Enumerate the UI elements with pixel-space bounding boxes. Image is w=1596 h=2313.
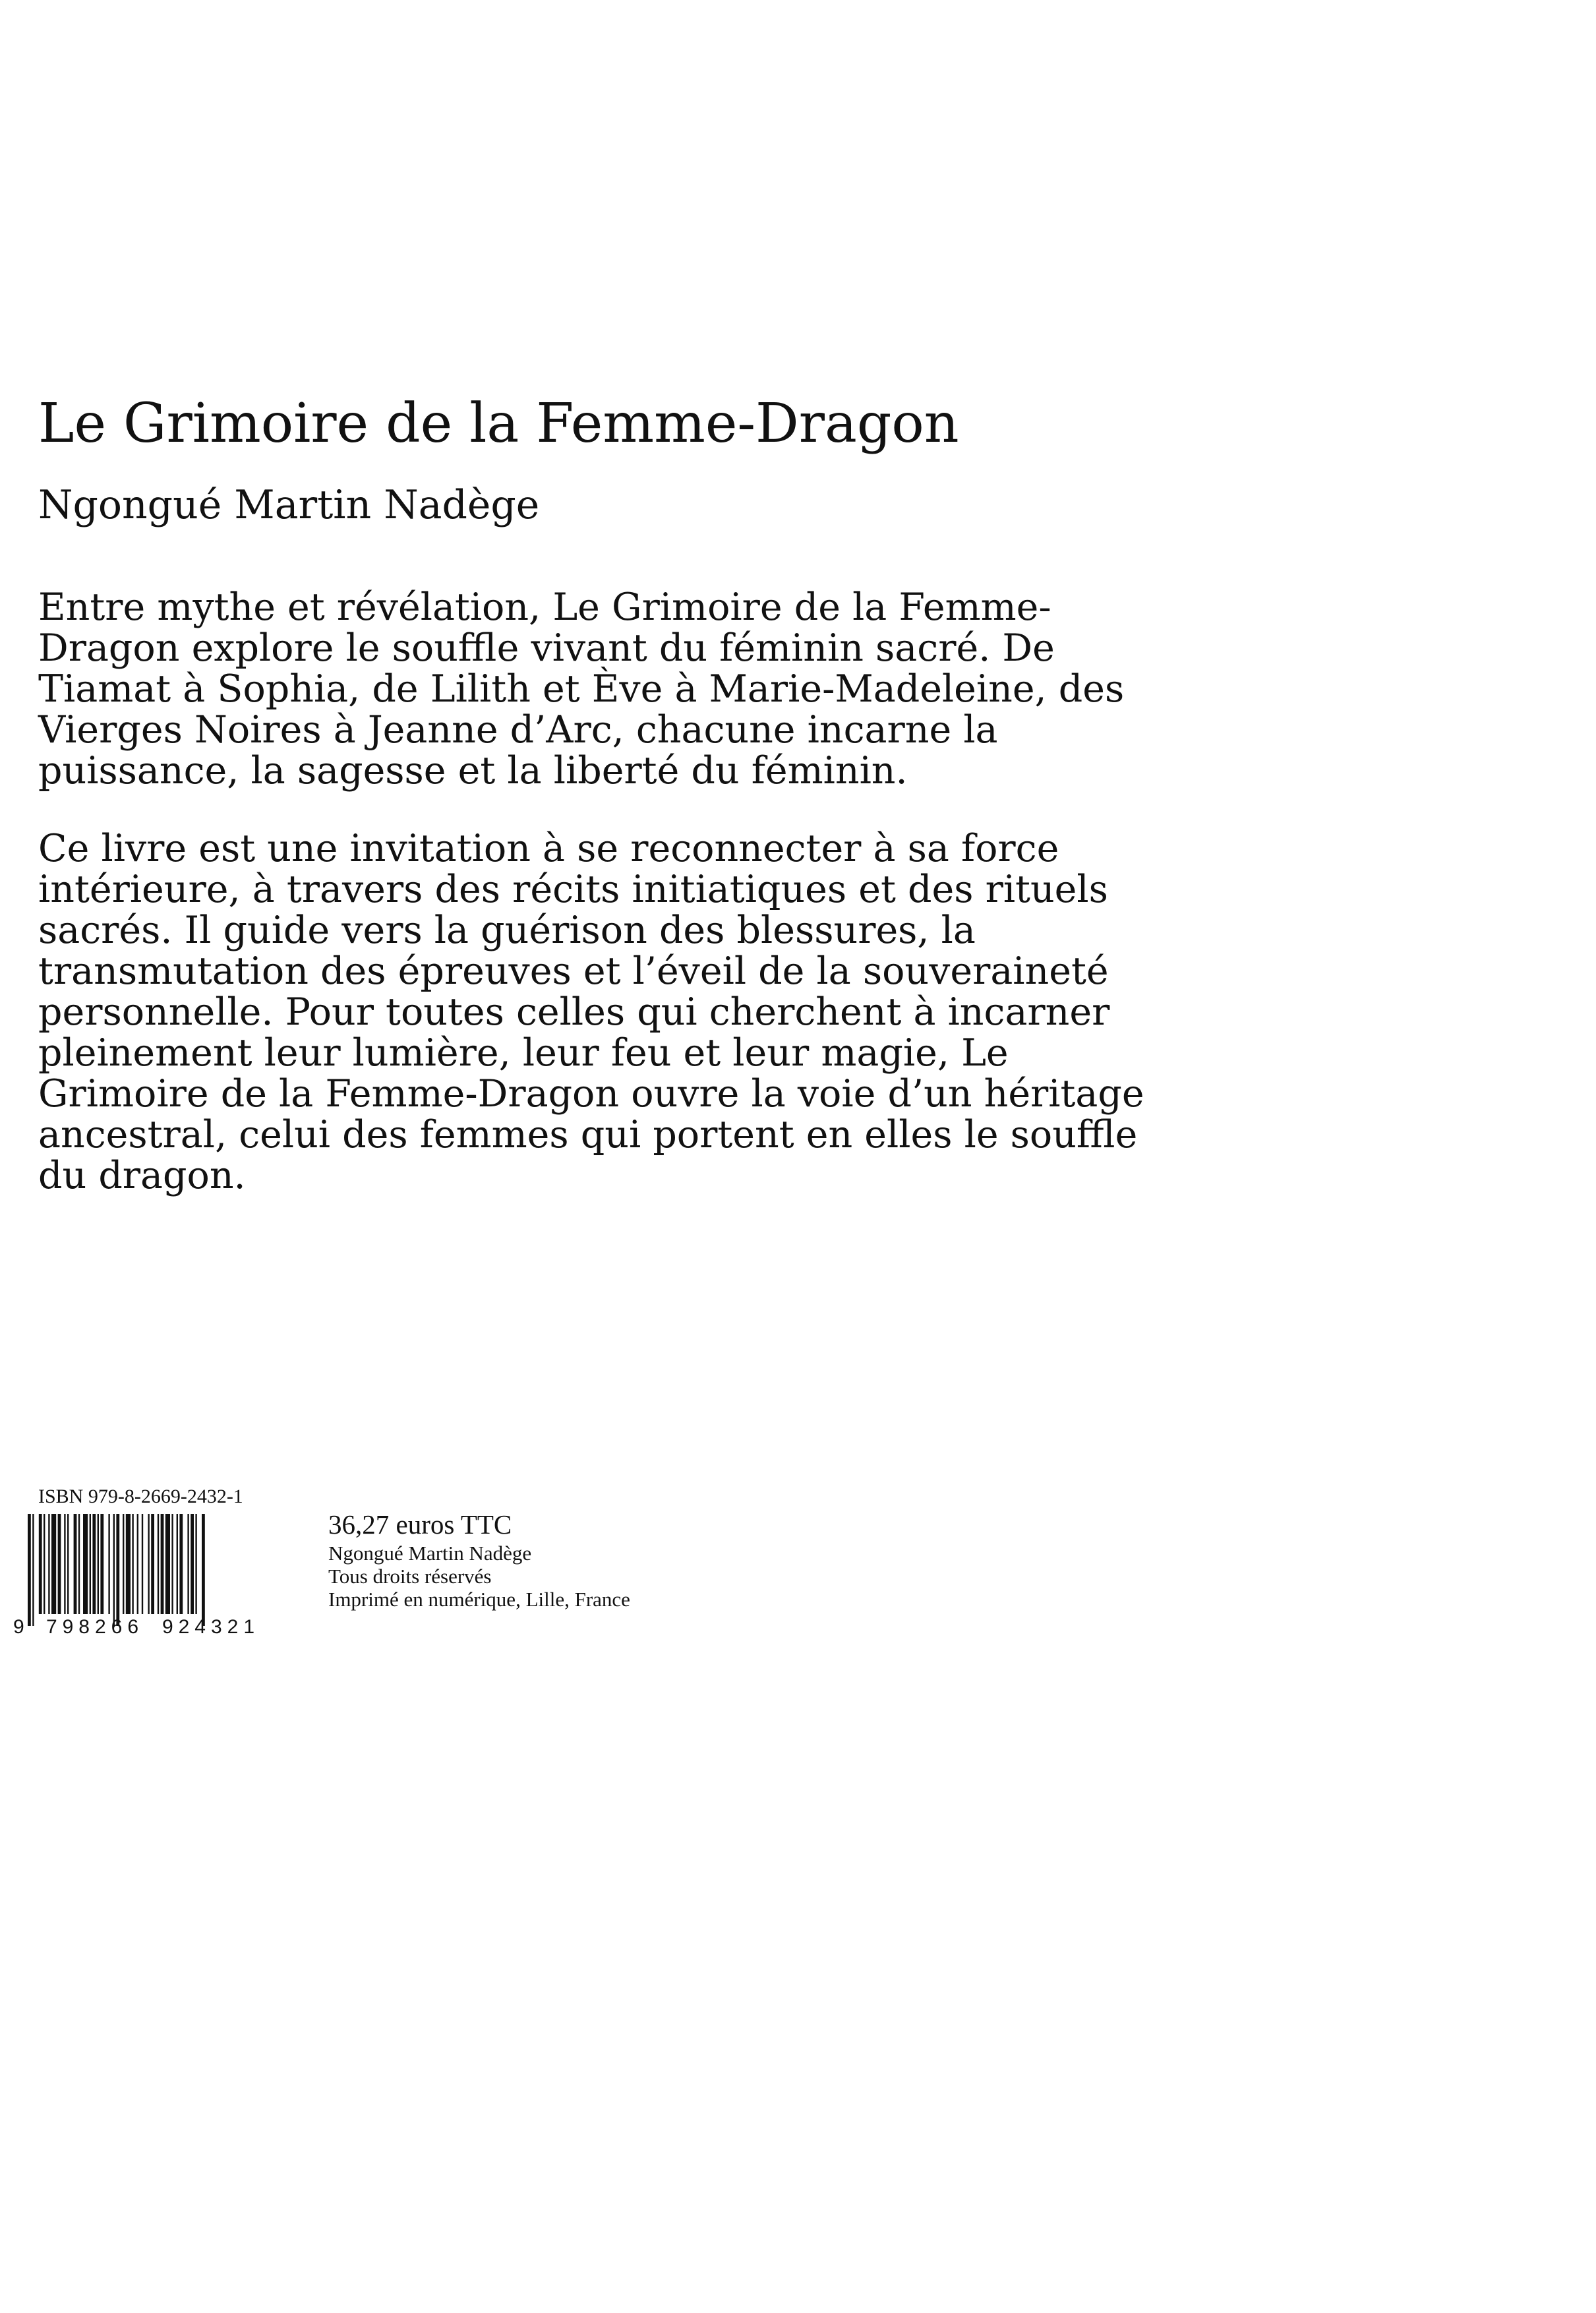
barcode-lead-digit: 9 (13, 1616, 24, 1637)
barcode-bar (98, 1514, 99, 1614)
barcode-bar (161, 1514, 164, 1614)
barcode-bar (108, 1514, 109, 1614)
description-line: Entre mythe et révélation, Le Grimoire de la Femme- (38, 586, 1051, 629)
barcode-bar (132, 1514, 133, 1614)
barcode-bar (28, 1514, 31, 1626)
barcode-bar (126, 1514, 131, 1614)
barcode-bar (48, 1514, 49, 1614)
barcode-bar (83, 1514, 88, 1614)
barcode-bar (116, 1514, 119, 1626)
barcode-bar (123, 1514, 124, 1614)
imprint-author: Ngongué Martin Nadège (328, 1542, 532, 1565)
barcode-bar (179, 1514, 183, 1614)
barcode-bar (202, 1514, 205, 1626)
barcode-bar (191, 1514, 194, 1614)
isbn-label: ISBN 979-8-2669-2432-1 (38, 1486, 243, 1507)
barcode-bar (165, 1514, 170, 1614)
price-label: 36,27 euros TTC (328, 1509, 512, 1540)
description-line: Ce livre est une invitation à se reconnecter à sa force (38, 827, 1059, 870)
barcode-bar (195, 1514, 196, 1614)
barcode-bar (171, 1514, 173, 1614)
barcode-bars (28, 1514, 205, 1626)
barcode-bar (90, 1514, 91, 1614)
isbn-barcode (13, 1511, 290, 1637)
description-line: intérieure, à travers des récits initiatiques et des rituels (38, 868, 1108, 911)
barcode-bar (78, 1514, 80, 1614)
description-line: sacrés. Il guide vers la guérison des blessures, la (38, 909, 976, 952)
description-line: Grimoire de la Femme-Dragon ouvre la voie d’un héritage (38, 1072, 1144, 1116)
barcode-bar (151, 1514, 154, 1614)
barcode-bar (113, 1514, 115, 1626)
barcode-bar (177, 1514, 178, 1614)
book-author: Ngongué Martin Nadège (38, 482, 540, 528)
description-line: pleinement leur lumière, leur feu et leur magie, Le (38, 1031, 1009, 1075)
barcode-bar (58, 1514, 61, 1614)
printing-notice: Imprimé en numérique, Lille, France (328, 1588, 630, 1611)
barcode-right-digits: 924321 (162, 1616, 260, 1637)
barcode-bar (158, 1514, 159, 1614)
barcode-bar (92, 1514, 96, 1614)
barcode-bar (44, 1514, 45, 1614)
barcode-bar (74, 1514, 77, 1614)
rights-notice: Tous droits réservés (328, 1565, 492, 1588)
description-line: Vierges Noires à Jeanne d’Arc, chacune incarne la (38, 708, 998, 752)
barcode-bar (67, 1514, 69, 1614)
barcode-bar (32, 1514, 34, 1626)
barcode-bar (137, 1514, 138, 1614)
book-description (38, 587, 1231, 1196)
description-line: personnelle. Pour toutes celles qui cherchent à incarner (38, 990, 1110, 1034)
book-title: Le Grimoire de la Femme-Dragon (38, 392, 959, 455)
barcode-bar (142, 1514, 143, 1614)
description-line: Tiamat à Sophia, de Lilith et Ève à Marie-Madeleine, des (38, 667, 1125, 711)
barcode-left-digits: 798266 (45, 1616, 144, 1637)
description-line: transmutation des épreuves et l’éveil de la souveraineté (38, 949, 1109, 993)
barcode-bar (187, 1514, 189, 1614)
barcode-bar (100, 1514, 103, 1614)
description-line: ancestral, celui des femmes qui portent en elles le souffle (38, 1113, 1138, 1156)
description-paragraph-2 (38, 828, 1231, 1196)
barcode-bar (148, 1514, 149, 1614)
barcode-bar (39, 1514, 42, 1614)
description-paragraph-1 (38, 587, 1231, 791)
description-line: puissance, la sagesse et la liberté du féminin. (38, 749, 908, 793)
barcode-bar (64, 1514, 65, 1614)
description-line: Dragon explore le souffle vivant du féminin sacré. De (38, 626, 1055, 670)
imprint-block (328, 1507, 630, 1611)
barcode-bar (51, 1514, 56, 1614)
description-line: du dragon. (38, 1154, 246, 1197)
